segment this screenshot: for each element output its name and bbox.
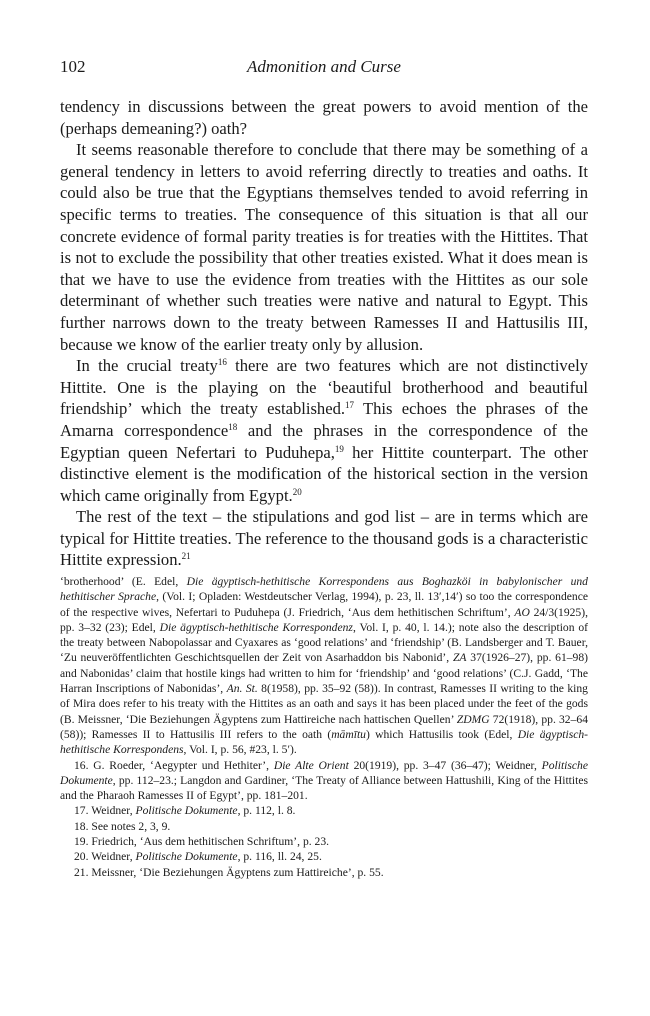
paragraph-2: It seems reasonable therefore to conclude that there may be something of a general tendency in letters to avoid referring directly to treaties and oaths. It could also be true that the Egyptians themselves tended to avoid referring in specific terms to treaties. The consequence of this situation is that all our concrete evidence of formal parity treaties is for treaties with the Hittites. That is not to exclude the possibility that other treaties existed. What it does mean is that we have to use the evidence from treaties with the Hittites as our sole determinant of whether such treaties were native and natural to Egypt. This further narrows down to the treaty between Ramesses II and Hattusilis III, because we know of the earlier treaty only by allusion. [60,140,588,354]
footnote-text: Weidner, [88,804,136,818]
footnote-text: G. Roeder, ‘Aegypter und Hethiter’, [88,758,274,772]
footnote-text: , p. 112, l. 8. [237,804,296,818]
footnote-title: Die ägyptisch-hethitische Korrespondens [60,727,589,757]
paragraph-3 [60,355,588,506]
footnote-text: 8(1958), pp. 35–92 (58)). In contrast, Ramesses II writing to the king of Mira does refer to his treaty with the Hittites as an oath and says it has been placed under the feet of the gods (B. Meissner, ‘Die Beziehungen Ägyptens zum Hattireiche nach hattischen Quellen’ [60,682,588,726]
footnote-number: 16. [74,758,89,772]
paragraph-3-text: In the crucial treaty [76,356,218,376]
footnote-continuation [60,574,588,758]
paragraph-3-text: This echoes the phrases of the Amarna correspondence [60,399,588,440]
footnote-text: 20(1919), pp. 3–47 (36–47); Weidner, [348,758,542,772]
paragraph-1: tendency in discussions between the great powers to avoid mention of the (perhaps demeaning?) oath? [60,97,588,138]
footnote-text: , pp. 112–23.; Langdon and Gardiner, ‘The Treaty of Alliance between Hattushili, King of the Hittites and the Pharaoh Ramesses II of Egypt’, pp. 181–201. [60,773,588,803]
footnote-title: ZDMG [456,712,490,726]
footnote-title: Die ägyptisch-hethitische Korrespondenz [159,620,353,634]
main-text [60,96,588,571]
footnote-number: 17. [74,804,89,818]
footnote-text: 72(1918), pp. 32–64 (58)); Ramesses II to Hattusilis III refers to the oath ( [60,712,588,741]
footnote-title: Politische Dokumente [135,804,238,818]
footnote-number: 20. [74,850,89,864]
paragraph-3-text: and the phrases in the correspondence of the Egyptian queen Nefertari to Puduhepa, [60,420,588,462]
footnote-text: ‘brotherhood’ (E. Edel, [60,575,187,588]
footnote-title: māmītu [331,727,366,741]
paragraph-4 [60,506,588,571]
footnote-ref-17[interactable]: 17 [345,400,355,411]
footnote-ref-19[interactable]: 19 [334,443,344,454]
footnote-21 [60,865,588,880]
footnotes [60,574,588,880]
footnote-ref-21[interactable]: 21 [181,551,191,562]
footnote-title: Die Alte Orient [273,758,349,772]
footnote-text: Weidner, [88,850,136,864]
footnote-ref-20[interactable]: 20 [292,486,302,497]
footnote-text: ) which Hattusilis took (Edel, [365,727,518,741]
footnote-16 [60,758,588,804]
running-title: Admonition and Curse [247,57,401,76]
footnote-ref-16[interactable]: 16 [217,357,227,368]
footnote-number: 21. [74,865,89,879]
paragraph-4-text: The rest of the text – the stipulations and god list – are in terms which are typical for Hittite treaties. The reference to the thousand gods is a characteristic Hittite expression. [60,507,588,570]
footnote-text: 24/3(1925), pp. 3–32 (23); Edel, [60,605,588,634]
footnote-text: Meissner, ‘Die Beziehungen Ägyptens zum Hattireiche’, p. 55. [88,865,384,879]
footnote-title: AO [514,605,530,619]
footnote-number: 18. [74,819,89,833]
running-header [60,56,588,78]
footnote-ref-18[interactable]: 18 [228,421,238,432]
footnote-text: 37(1926–27), pp. 61–98) and Nabonidas’ claim that hostile kings had written to him for ‘friendship’ and ‘good relations’ (C.J. Gadd, ‘The Harran Inscriptions of Nabonidas’, [60,651,588,696]
footnote-text: , (Vol. I; Opladen: Westdeutscher Verlag, 1994), p. 23, ll. 13′,14′) so too the correspondence of the respective wives, Nefertari to Puduhepa (J. Friedrich, ‘Aus dem hethitischen Schriftum’, [60,590,588,619]
footnote-20 [60,849,588,864]
footnote-title: An. St. [226,682,258,696]
footnote-text: Friedrich, ‘Aus dem hethitischen Schriftum’, p. 23. [88,835,330,849]
footnote-19 [60,834,588,849]
paragraph-3-text: her Hittite counterpart. The other distinctive element is the modification of the historical section in the version which came originally from Egypt. [60,442,588,505]
page-number: 102 [60,57,86,76]
footnote-18 [60,819,588,834]
footnote-text: See notes 2, 3, 9. [88,819,171,833]
footnote-text: , p. 116, ll. 24, 25. [237,850,322,864]
footnote-number: 19. [74,835,89,849]
footnote-text: , Vol. I, p. 56, #23, l. 5′). [183,743,297,757]
footnote-17 [60,803,588,818]
footnote-title: Politische Dokumente [60,758,588,787]
footnote-text: , Vol. I, p. 40, l. 14.); note also the description of the treaty between Nabopolassar and Cyaxares as ‘good relations’ and ‘friendship’ (B. Landsberger and T. Bauer, ‘Zu neuveröffentlichten Geschichtsquellen der Zeit von Asarhaddon bis Nabonid’, [60,620,588,665]
paragraph-3-text: there are two features which are not distinctively Hittite. One is the playing on the ‘beautiful brotherhood and beautiful friendship’ which the treaty established. [60,356,588,419]
footnote-title: Politische Dokumente [135,850,238,864]
footnote-title: Die ägyptisch-hethitische Korrespondens aus Boghazköi in babylonischer und hethitischer Sprache [60,575,588,604]
footnote-title: ZA [452,651,467,665]
